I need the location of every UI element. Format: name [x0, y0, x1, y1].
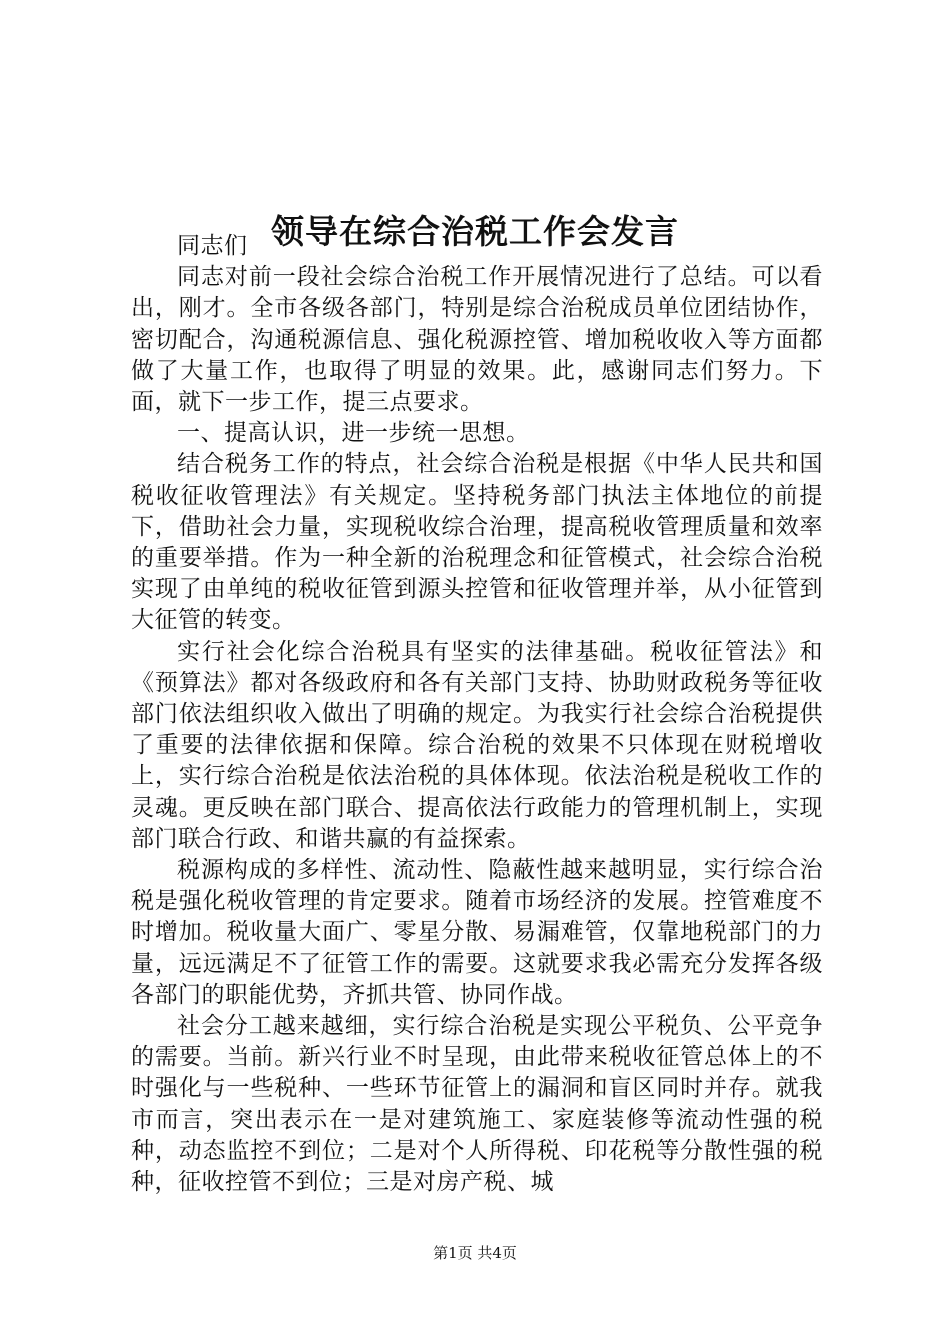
paragraph: 同志对前一段社会综合治税工作开展情况进行了总结。可以看出，刚才。全市各级各部门，特别是综合治税成员单位团结协作，密切配合，沟通税源信息、强化税源控管、增加税收收入等方面都做了大量工作，也取得了明显的效果。此，感谢同志们努力。下面，就下一步工作，提三点要求。 — [131, 264, 823, 416]
paragraph: 社会分工越来越细，实行综合治税是实现公平税负、公平竞争的需要。当前。新兴行业不时呈现，由此带来税收征管总体上的不时强化与一些税种、一些环节征管上的漏洞和盲区同时并存。就我市而言，突出表示在一是对建筑施工、家庭装修等流动性强的税种，动态监控不到位；二是对个人所得税、印花税等分散性强的税种，征收控管不到位；三是对房产税、城 — [131, 1013, 823, 1196]
document-title: 领导在综合治税工作会发言 — [271, 212, 679, 252]
page-number-footer: 第1页 共4页 — [433, 1244, 517, 1262]
paragraph: 结合税务工作的特点，社会综合治税是根据《中华人民共和国税收征收管理法》有关规定。坚持税务部门执法主体地位的前提下，借助社会力量，实现税收综合治理，提高税收管理质量和效率的重要举措。作为一种全新的治税理念和征管模式，社会综合治税实现了由单纯的税收征管到源头控管和征收管理并举，从小征管到大征管的转变。 — [131, 451, 823, 634]
document-body — [131, 231, 823, 1198]
paragraph: 税源构成的多样性、流动性、隐蔽性越来越明显，实行综合治税是强化税收管理的肯定要求。随着市场经济的发展。控管难度不时增加。税收量大面广、零星分散、易漏难管，仅靠地税部门的力量，远远满足不了征管工作的需要。这就要求我必需充分发挥各级各部门的职能优势，齐抓共管、协同作战。 — [131, 857, 823, 1008]
section-heading: 一、提高认识，进一步统一思想。 — [177, 420, 530, 447]
salutation: 同志们 — [177, 233, 248, 259]
paragraph: 实行社会化综合治税具有坚实的法律基础。税收征管法》和《预算法》都对各级政府和各有关部门支持、协助财政税务等征收部门依法组织收入做出了明确的规定。为我实行社会综合治税提供了重要的法律依据和保障。综合治税的效果不只体现在财税增收上，实行综合治税是依法治税的具体体现。依法治税是税收工作的灵魂。更反映在部门联合、提高依法行政能力的管理机制上，实现部门联合行政、和谐共赢的有益探索。 — [131, 638, 823, 852]
